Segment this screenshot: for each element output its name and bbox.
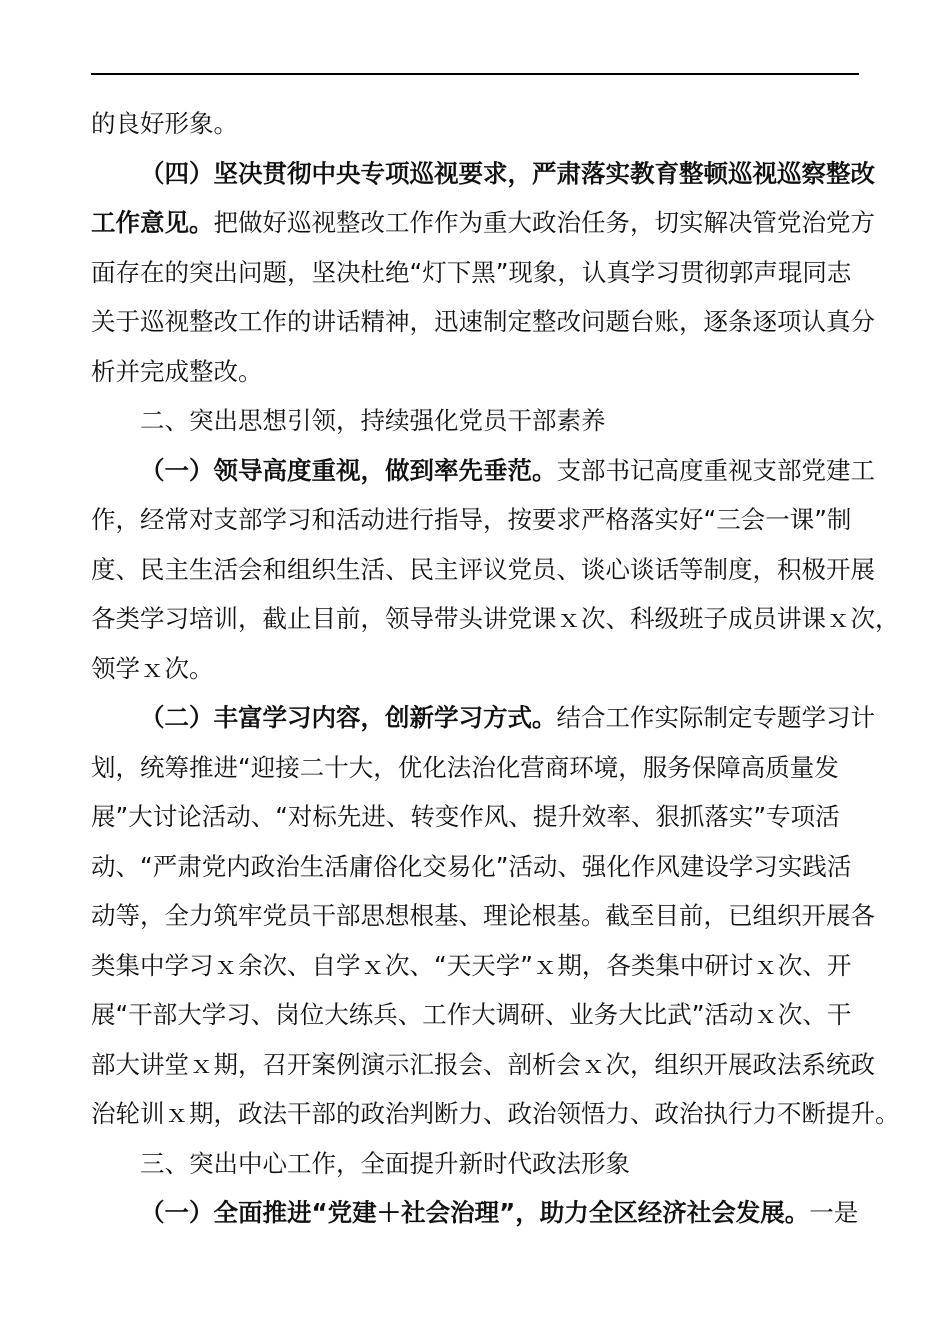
line-text: 把做好巡视整改工作作为重大政治任务，切实解决管党治党方 <box>213 208 875 237</box>
line-text: 关于巡视整改工作的讲话精神，迅速制定整改问题台账，逐条逐项认真分 <box>91 307 875 336</box>
line-text: 的良好形象。 <box>91 109 238 138</box>
line-text: 部大讲堂ｘ期，召开案例演示汇报会、剖析会ｘ次，组织开展政法系统政 <box>91 1049 875 1079</box>
line-text: 类集中学习ｘ余次、自学ｘ次、“天天学”ｘ期，各类集中研讨ｘ次、开 <box>91 950 852 980</box>
chapter-heading <box>91 396 863 446</box>
body-line <box>91 1040 875 1090</box>
line-text: 动等，全力筑牢党员干部思想根基、理论根基。截至目前，已组织开展各 <box>91 901 875 930</box>
body-line <box>91 792 863 842</box>
line-text: 结合工作实际制定专题学习计 <box>556 703 875 732</box>
bold-heading: （二）丰富学习内容，创新学习方式。 <box>140 703 557 732</box>
body-line <box>91 99 863 149</box>
document-body <box>91 99 900 1238</box>
body-line <box>91 545 875 595</box>
line-text: 一是 <box>809 1198 859 1227</box>
line-text: 度、民主生活会和组织生活、民主评议党员、谈心谈话等制度，积极开展 <box>91 554 875 584</box>
body-line <box>91 1089 900 1139</box>
line-text: 面存在的突出问题，坚决杜绝“灯下黑”现象，认真学习贯彻郭声琨同志 <box>91 257 852 287</box>
body-line <box>91 347 863 397</box>
bold-heading: （一）领导高度重视，做到率先垂范。 <box>140 455 557 485</box>
line-text: 展“干部大学习、岗位大练兵、工作大调研、业务大比武”活动ｘ次、干 <box>91 1000 852 1029</box>
body-line <box>91 594 900 644</box>
body-line <box>91 297 875 347</box>
body-line <box>91 842 863 892</box>
line-text: 治轮训ｘ期，政法干部的政治判断力、政治领悟力、政治执行力不断提升。 <box>91 1099 900 1128</box>
line-text: 划，统筹推进“迎接二十大，优化法治化营商环境，服务保障高质量发 <box>91 752 839 782</box>
body-line <box>91 248 863 298</box>
section-heading-line <box>91 198 875 248</box>
bold-heading: （一）全面推进“党建＋社会治理”，助力全区经济社会发展。 <box>140 1198 810 1227</box>
body-line <box>91 644 863 694</box>
body-line <box>91 743 863 793</box>
line-text: 作，经常对支部学习和活动进行指导，按要求严格落实好“三会一课”制 <box>91 505 852 534</box>
section-heading-line <box>91 693 875 743</box>
line-text: 各类学习培训，截止目前，领导带头讲党课ｘ次、科级班子成员讲课ｘ次， <box>91 604 900 633</box>
line-text: 支部书记高度重视支部党建工 <box>556 455 875 485</box>
line-text: 二、突出思想引领，持续强化党员干部素养 <box>140 406 606 435</box>
section-heading-line <box>91 149 875 199</box>
body-line <box>91 495 863 545</box>
body-line <box>91 891 875 941</box>
bold-heading: （四）坚决贯彻中央专项巡视要求，严肃落实教育整顿巡视巡察整改 <box>140 158 875 188</box>
line-text: 展”大讨论活动、“对标先进、转变作风、提升效率、狠抓落实”专项活 <box>91 802 840 831</box>
chapter-heading <box>91 1139 863 1189</box>
body-line <box>91 990 863 1040</box>
line-text: 三、突出中心工作，全面提升新时代政法形象 <box>140 1148 630 1178</box>
body-line <box>91 941 863 991</box>
header-rule <box>91 73 859 75</box>
line-text: 析并完成整改。 <box>91 356 263 386</box>
line-text: 领学ｘ次。 <box>91 653 214 683</box>
line-text: 动、“严肃党内政治生活庸俗化交易化”活动、强化作风建设学习实践活 <box>91 851 852 881</box>
section-heading-line <box>91 446 875 496</box>
bold-heading: 工作意见。 <box>91 208 214 237</box>
section-heading-line <box>91 1188 863 1238</box>
